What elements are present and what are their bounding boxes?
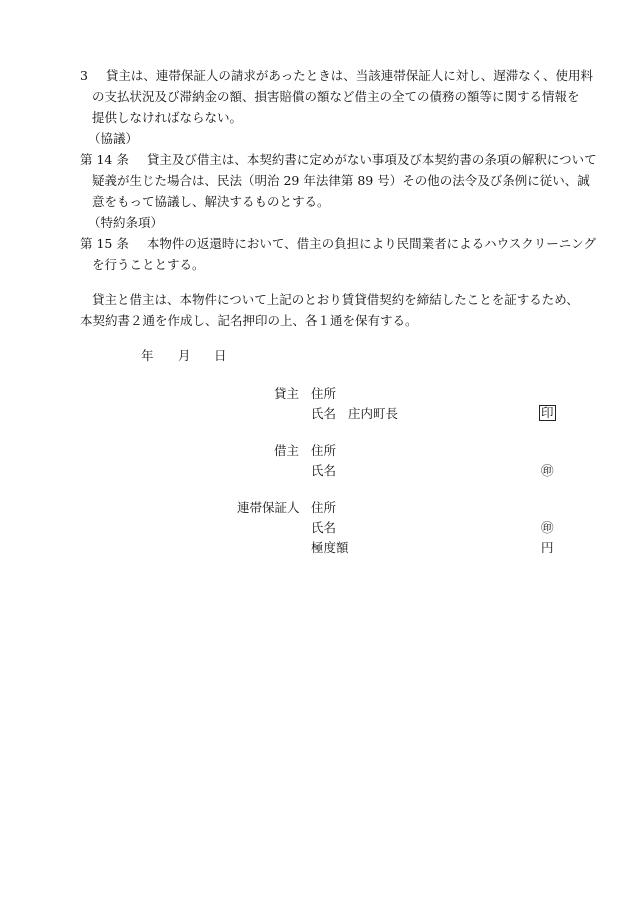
lessor-name-label: 氏名 [311, 406, 337, 421]
article-15-line-2: を行うこととする。 [92, 257, 205, 272]
article-15-text-1: 本物件の返還時において、借主の負担により民間業者によるハウスクリーニング [146, 236, 596, 251]
article-14-line-3: 意をもって協議し、解決するものとする。 [92, 194, 330, 209]
guarantor-limit-unit: 円 [541, 540, 554, 555]
lessee-address-label: 住所 [311, 443, 337, 458]
clause-3-line-3: 提供しなければならない。 [92, 110, 243, 125]
lessor-seal-mark: 印 [541, 405, 554, 420]
clause-3-text-1: 貸主は、連帯保証人の請求があったときは、当該連帯保証人に対し、遅滞なく、使用料 [105, 68, 594, 83]
date-day: 日 [214, 348, 227, 363]
clause-3-number: 3 [80, 68, 88, 83]
clause-3-line-1 [80, 68, 593, 84]
article-14-text-1: 貸主及び借主は、本契約書に定めがない事項及び本契約書の条項の解釈について [146, 152, 597, 167]
article-15-number: 第 15 条 [80, 236, 129, 251]
lessor-name: 庄内町長 [348, 406, 399, 421]
lessee-role: 借主 [274, 443, 300, 458]
lessee-name-label: 氏名 [311, 463, 337, 478]
article-14-number: 第 14 条 [80, 152, 129, 167]
lessor-address-label: 住所 [311, 386, 337, 401]
lessor-role: 貸主 [274, 386, 300, 401]
article-14-line-2: 疑義が生じた場合は、民法（明治 29 年法律第 89 号）その他の法令及び条例に従い、誠 [92, 173, 590, 188]
article-15-heading: （特約条項） [88, 215, 164, 230]
lessor-seal [539, 405, 556, 421]
closing-line-2: 本契約書２通を作成し、記名押印の上、各１通を保有する。 [80, 313, 418, 328]
guarantor-address-label: 住所 [311, 500, 337, 515]
date-year: 年 [141, 348, 154, 363]
date-month: 月 [178, 348, 191, 363]
article-14-line-1 [80, 152, 597, 168]
lessee-seal: ㊞ [541, 463, 554, 478]
closing-line-1: 貸主と借主は、本物件について上記のとおり賃貸借契約を締結したことを証するため、 [92, 292, 579, 307]
article-15-line-1 [80, 236, 596, 252]
guarantor-seal: ㊞ [541, 520, 554, 535]
guarantor-name-label: 氏名 [311, 520, 337, 535]
clause-3-line-2: の支払状況及び滞納金の額、損害賠償の額など借主の全ての債務の額等に関する情報を [92, 89, 580, 104]
guarantor-role: 連帯保証人 [237, 500, 300, 515]
guarantor-limit-label: 極度額 [311, 540, 349, 555]
article-14-heading: （協議） [88, 131, 139, 146]
